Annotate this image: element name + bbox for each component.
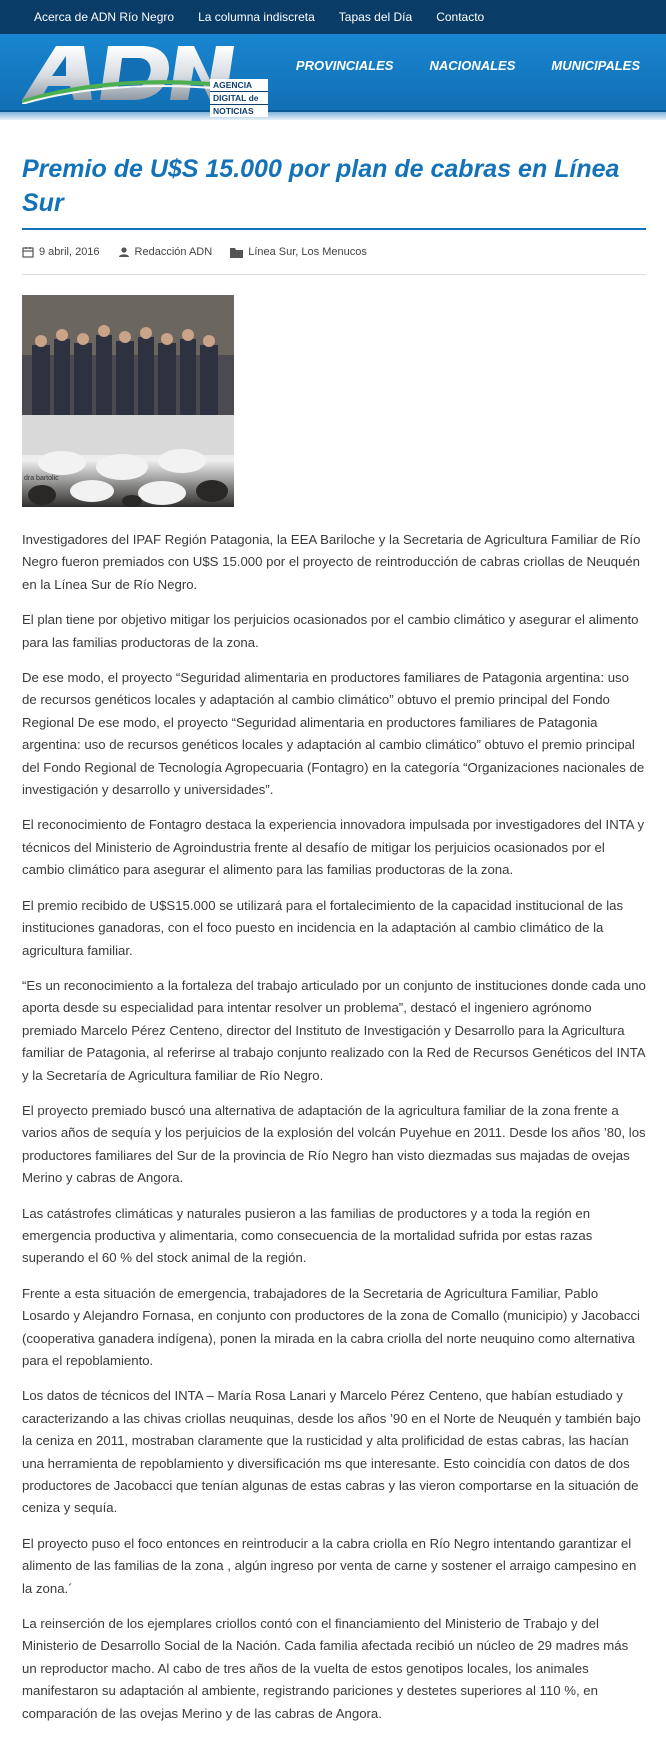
folder-icon [230,247,243,258]
article-paragraph: El proyecto premiado buscó una alternativa de adaptación de la agricultura familiar de la zona frente a varios años de sequía y los perjuicios de la explosión del volcán Puyehue en 2011. Desde los años ’80, los productores familiares del Sur de la provincia de Río Negro han visto diezmadas sus majadas de ovejas Merino y cabras de Angora. [22,1102,646,1186]
topnav-contact[interactable]: Contacto [436,10,485,24]
header-shadow [0,112,666,120]
article-paragraph: Investigadores del IPAF Región Patagonia, la EEA Bariloche y la Secretaria de Agricultura Familiar de Río Negro fueron premiados con U$S 15.000 por el proyecto de reintroducción de cabras criollas de Neuquén en la Línea Sur de Río Negro. [22,532,641,592]
article-body [22,529,646,1725]
topnav-covers[interactable]: Tapas del Día [338,10,413,24]
article-title[interactable]: Premio de U$S 15.000 por plan de cabras en Línea Sur [22,155,620,217]
nav-provinciales[interactable]: PROVINCIALES [295,58,394,73]
article-paragraph: De ese modo, el proyecto “Seguridad alimentaria en productores familiares de Patagonia argentina: uso de recursos genéticos locales y adaptación al cambio climático” obtuvo el premio principal del Fondo Regional De ese modo, el proyecto “Seguridad alimentaria en productores familiares de Patagonia argentina: uso de recursos genéticos locales y adaptación al cambio climático” obtuvo el premio principal del Fondo Regional de Tecnología Agropecuaria (Fontagro) en la categoría “Organizaciones nacionales de investigación y desarrollo y universidades”. [22,670,645,798]
meta-author-text[interactable]: Redacción ADN [134,246,213,258]
article-paragraph: Frente a esta situación de emergencia, trabajadores de la Secretaria de Agricultura Familiar, Pablo Losardo y Alejandro Fornasa, en conjunto con productores de la zona de Comallo (municipio) y Jacobacci (cooperativa ganadera indígena), ponen la mirada en la cabra criolla del norte neuquino como alternativa para el repoblamiento. [22,1285,640,1368]
article-container [22,146,646,1738]
topnav-column[interactable]: La columna indiscreta [198,10,315,24]
article-paragraph: “Es un reconocimiento a la fortaleza del trabajo articulado por un conjunto de instituciones donde cada uno aporta desde su especialidad para intentar resolver un problema”, destacó el ingeniero agrónomo premiado Marcelo Pérez Centeno, director del Instituto de Investigación y Desarrollo para la Agricultura familiar de Patagonia, al referirse al trabajo conjunto realizado con la Red de Recursos Genéticos del INTA y la Secretaría de Agricultura familiar de Río Negro. [22,977,646,1083]
article-paragraph: El proyecto puso el foco entonces en reintroducir a la cabra criolla en Río Negro intentando garantizar el alimento de las familias de la zona , algún ingreso por venta de carne y sostener el arraigo campesino en la zona.´ [22,1535,637,1596]
top-navigation [0,0,666,34]
logo-agency-line: DIGITAL de [210,92,268,105]
article-paragraph: El premio recibido de U$S15.000 se utilizará para el fortalecimiento de la capacidad institucional de las instituciones ganadoras, con el foco puesto en incidencia en la adaptación al cambio climático de la agricultura familiar. [22,897,624,958]
article-paragraph: Los datos de técnicos del INTA – María Rosa Lanari y Marcelo Pérez Centeno, que habían estudiado y caracterizando a las chivas criollas neuquinas, desde los años ’90 en el Norte de Neuquén y también bajo la ceniza en 2011, mostraban claramente que la rusticidad y alta prolificidad de estas cabras, las hacían una herramienta de repoblamiento y diversificación ms que interesante. Esto coincidía con datos de dos productores de Jacobacci que tenían algunas de estas cabras y las vieron comportarse en la situación de ceniza y sequía. [22,1388,641,1516]
user-icon [118,246,130,258]
meta-date-text[interactable]: 9 abril, 2016 [39,246,100,258]
article-paragraph: El reconocimiento de Fontagro destaca la experiencia innovadora impulsada por investigadores del INTA y técnicos del Ministerio de Agroindustria frente al desafío de mitigar los perjuicios ocasionados por el cambio climático para asegurar el alimento para las familias productoras de la zona. [22,817,645,878]
photo-credit: dra bartolic [24,475,59,482]
logo-agency-line: NOTICIAS [213,106,254,116]
meta-categories-text[interactable]: Línea Sur, Los Menucos [248,246,367,258]
logo-agency-tag [210,79,268,117]
article-photo [22,295,234,507]
nav-municipales[interactable]: MUNICIPALES [551,58,640,73]
calendar-icon [22,246,34,258]
article-paragraph: Las catástrofes climáticas y naturales pusieron a las familias de productores y a toda la región en emergencia productiva y alimentaria, como consecuencia de la mortalidad sufrida por estas razas superando el 60 % del stock animal de la región. [22,1205,593,1266]
meta-categories [230,246,367,258]
article-meta [22,230,646,275]
topnav-about[interactable]: Acerca de ADN Río Negro [34,10,175,24]
nav-nacionales[interactable]: NACIONALES [429,58,516,73]
logo-agency-line: AGENCIA [210,79,268,92]
article-paragraph: La reinserción de los ejemplares criollos contó con el financiamiento del Ministerio de Trabajo y del Ministerio de Desarrollo Social de la Nación. Cada familia afectada recibió un núcleo de 29 madres más un reproductor macho. Al cabo de tres años de la vuelta de estos genotipos locales, los animales manifestaron su adaptación al ambiente, registrando pariciones y destetes superiores al 110 %, en comparación de las ovejas Merino y de las cabras de Angora. [22,1616,629,1721]
meta-author [118,246,213,258]
site-header [0,34,666,116]
article-paragraph: El plan tiene por objetivo mitigar los perjuicios ocasionados por el cambio climático y asegurar el alimento para las familias productoras de la zona. [22,612,639,650]
meta-date [22,246,100,258]
main-navigation [296,58,640,73]
